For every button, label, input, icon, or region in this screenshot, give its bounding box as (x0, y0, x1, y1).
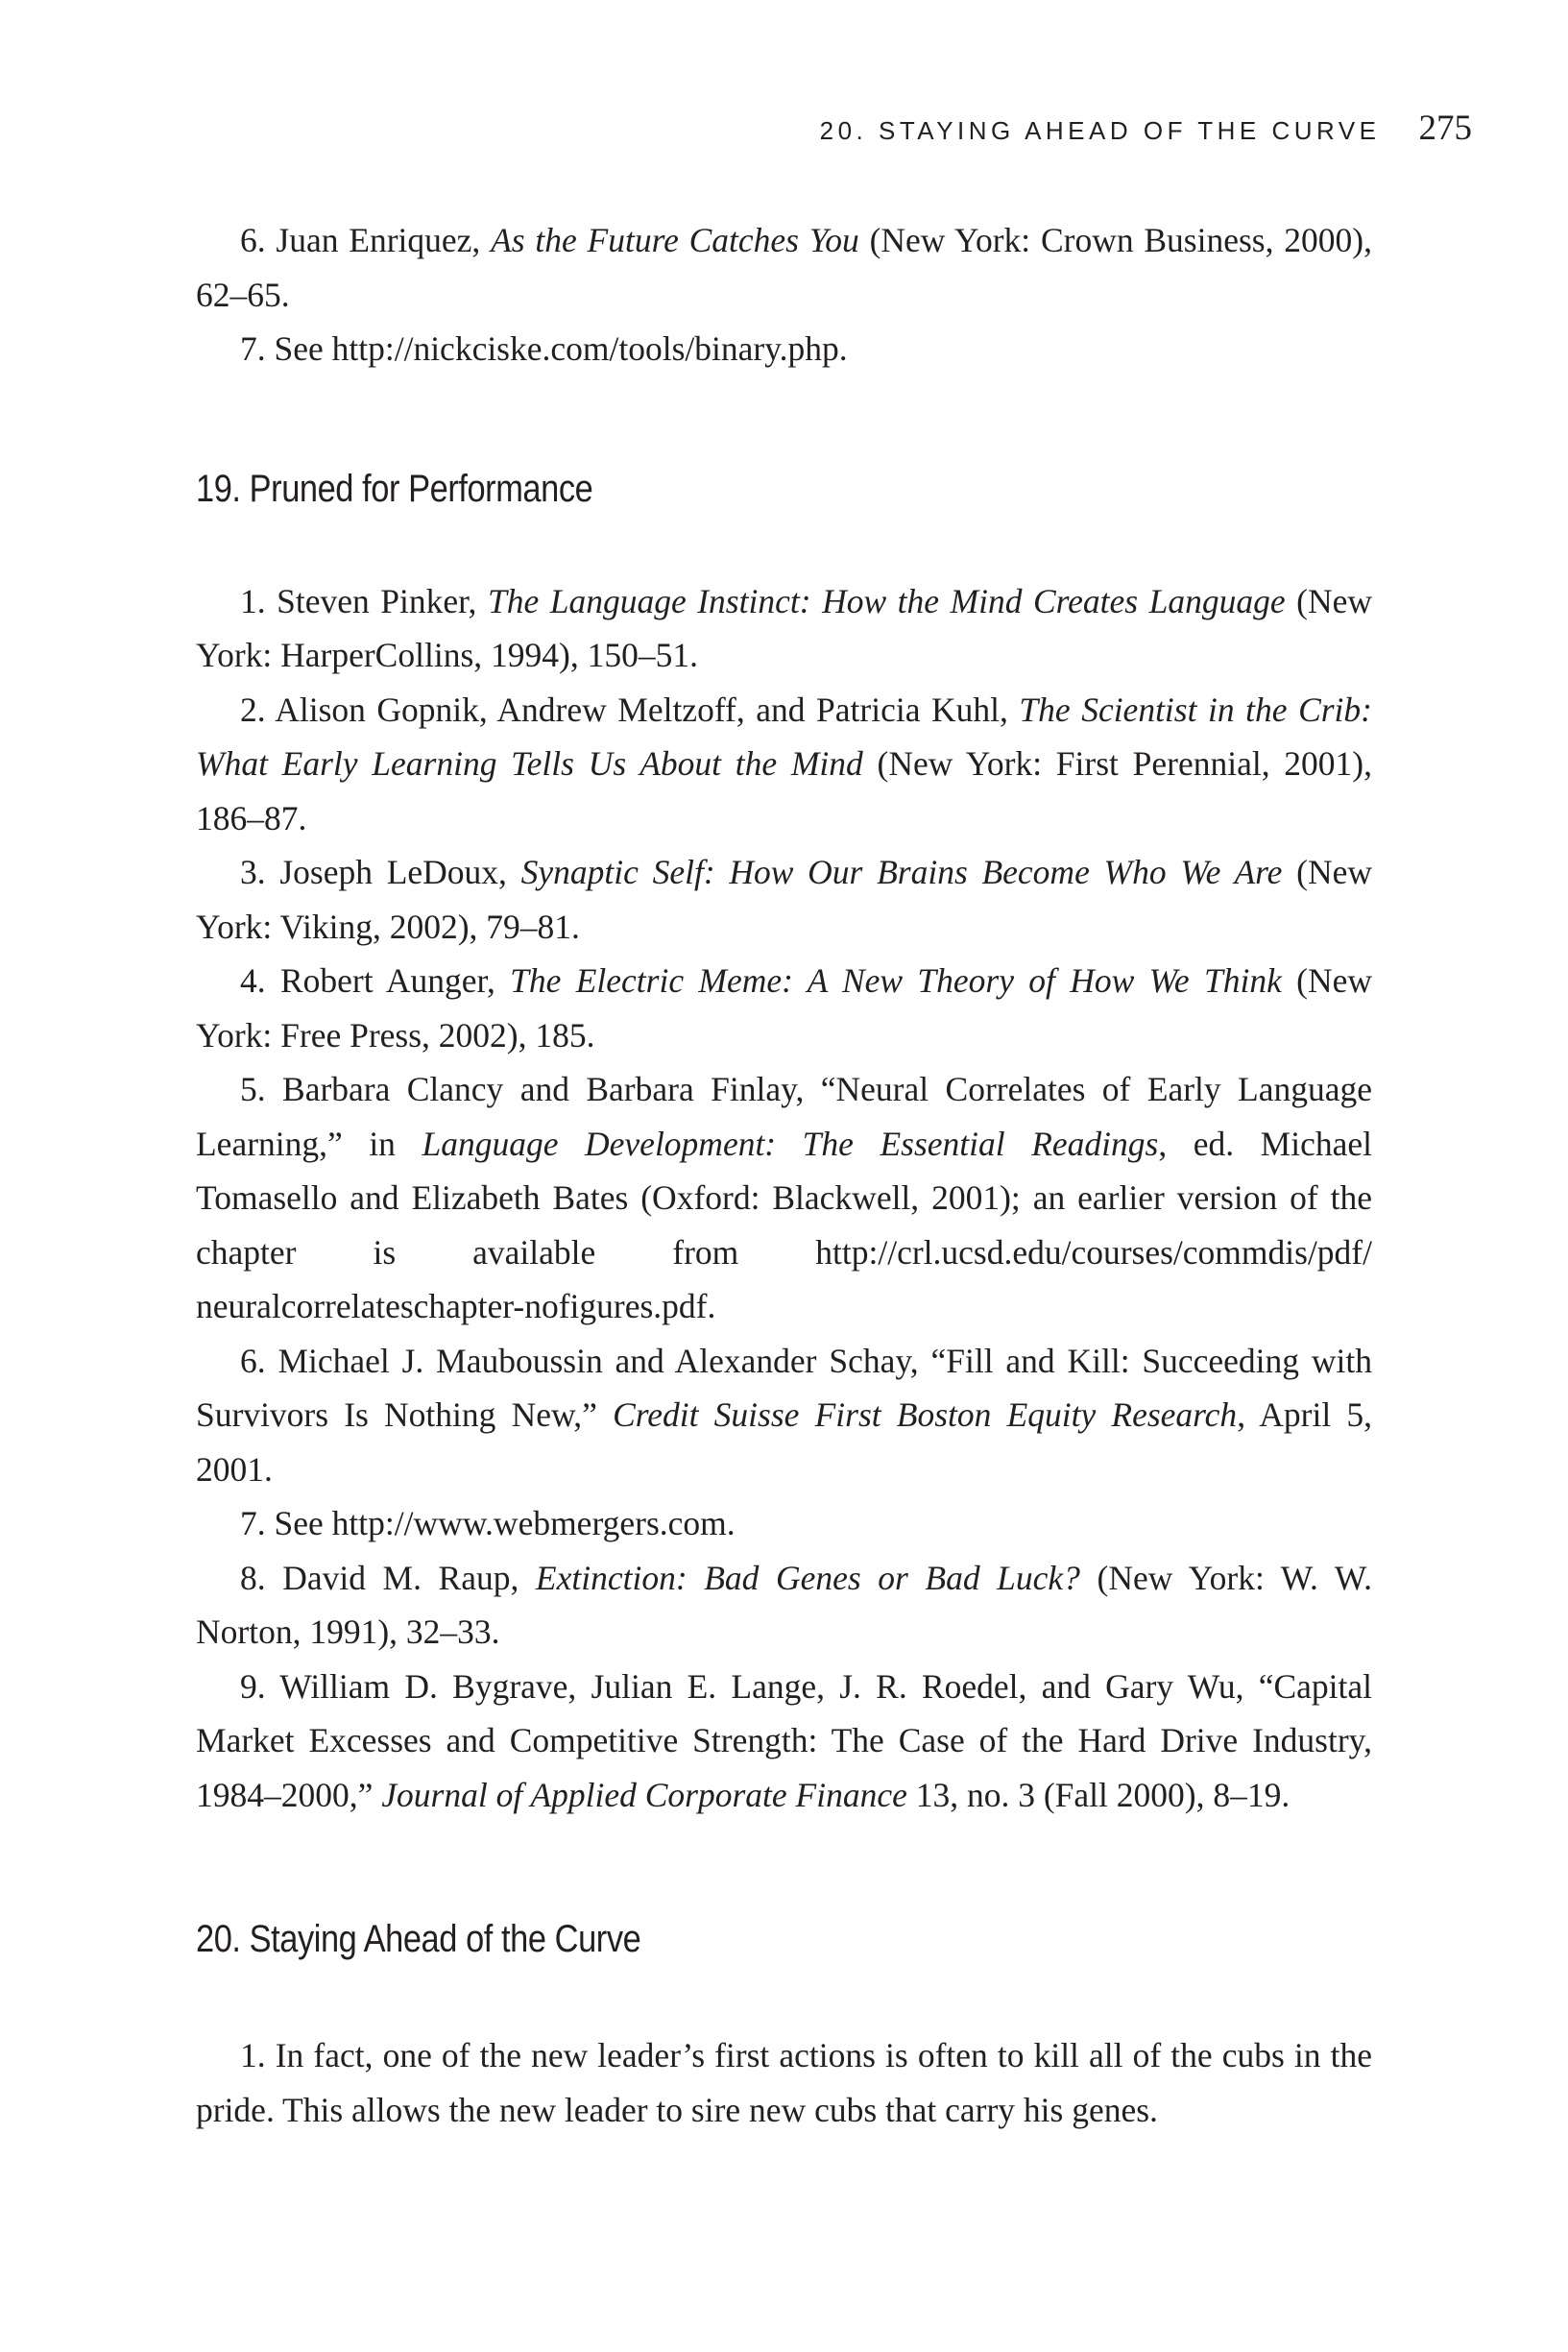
note-text: 3. Joseph LeDoux, (240, 853, 521, 891)
note-text: 6. Juan Enriquez, (240, 221, 492, 259)
note-text: (New York: W. W. Norton, 1991), 32–33. (196, 1558, 1372, 1651)
note-text: (New York: HarperCollins, 1994), 150–51. (196, 581, 1372, 674)
note-item (196, 1551, 1372, 1660)
note-title-italic: As the Future Catches You (491, 221, 859, 259)
section-heading: 20. Staying Ahead of the Curve (196, 1918, 641, 1960)
note-item (196, 954, 1372, 1062)
note-text: 8. David M. Raup, (240, 1558, 536, 1597)
notes-section-19 (196, 468, 1372, 1823)
note-text: 5. Barbara Clancy and Barbara Finlay, “Neural Correlates of Early Language Learning,” in (196, 1070, 1372, 1163)
note-text: , April 5, 2001. (196, 1395, 1372, 1489)
note-item (196, 1660, 1372, 1823)
note-title-italic: The Electric Meme: A New Theory of How We Think (510, 961, 1282, 1000)
note-title-italic: Extinction: Bad Genes or Bad Luck? (535, 1558, 1080, 1597)
note-text: 6. Michael J. Mauboussin and Alexander Schay, “Fill and Kill: Succeeding with Survivors Is Nothing New,” (196, 1341, 1372, 1434)
note-text: 13, no. 3 (Fall 2000), 8–19. (906, 1775, 1291, 1814)
note-text: (New York: First Perennial, 2001), 186–87. (196, 744, 1372, 837)
section-heading: 19. Pruned for Performance (196, 467, 593, 510)
note-item (196, 845, 1372, 954)
note-title-italic: Journal of Applied Corporate Finance (381, 1775, 907, 1814)
notes-section-18-continued (196, 213, 1372, 376)
note-text: , ed. Michael Tomasello and Elizabeth Bates (Oxford: Blackwell, 2001); an earlier version of the chapter is available from http://crl.ucsd.edu/courses/commdis/pdf/ neuralcorrelateschapter-nofigures.pdf. (196, 1124, 1372, 1325)
note-item (196, 322, 1372, 376)
note-text: 4. Robert Aunger, (240, 961, 511, 1000)
note-text: 7. See http://www.webmergers.com. (240, 1504, 736, 1542)
note-item (196, 1062, 1372, 1334)
note-item (196, 683, 1372, 846)
note-item (196, 574, 1372, 683)
note-text: (New York: Crown Business, 2000), 62–65. (196, 221, 1372, 314)
note-text: 1. Steven Pinker, (240, 581, 488, 620)
note-text: 7. See http://nickciske.com/tools/binary.php. (240, 329, 848, 368)
note-title-italic: The Scientist in the Crib: What Early Learning Tells Us About the Mind (196, 690, 1372, 783)
note-title-italic: Language Development: The Essential Readings (422, 1124, 1159, 1163)
note-item (196, 213, 1372, 322)
page-number: 275 (1418, 109, 1472, 148)
note-title-italic: Synaptic Self: How Our Brains Become Who We Are (520, 853, 1283, 891)
note-title-italic: The Language Instinct: How the Mind Creates Language (487, 581, 1286, 620)
note-item (196, 2028, 1372, 2137)
note-item (196, 1334, 1372, 1497)
running-title: 20. STAYING AHEAD OF THE CURVE (819, 116, 1381, 145)
note-text: (New York: Free Press, 2002), 185. (196, 961, 1372, 1055)
notes-section-20 (196, 1918, 1372, 2137)
note-text: 9. William D. Bygrave, Julian E. Lange, J. R. Roedel, and Gary Wu, “Capital Market Excesses and Competitive Strength: The Case of the Hard Drive Industry, 1984–2000,” (196, 1666, 1372, 1814)
note-text: 2. Alison Gopnik, Andrew Meltzoff, and Patricia Kuhl, (240, 690, 1020, 729)
running-head (320, 108, 1472, 149)
note-text: (New York: Viking, 2002), 79–81. (196, 853, 1372, 946)
notes-content (196, 213, 1372, 2137)
note-item (196, 1496, 1372, 1551)
note-text: 1. In fact, one of the new leader’s first actions is often to kill all of the cubs in the pride. This allows the new leader to sire new cubs that carry his genes. (196, 2036, 1372, 2129)
note-title-italic: Credit Suisse First Boston Equity Research (613, 1395, 1238, 1434)
